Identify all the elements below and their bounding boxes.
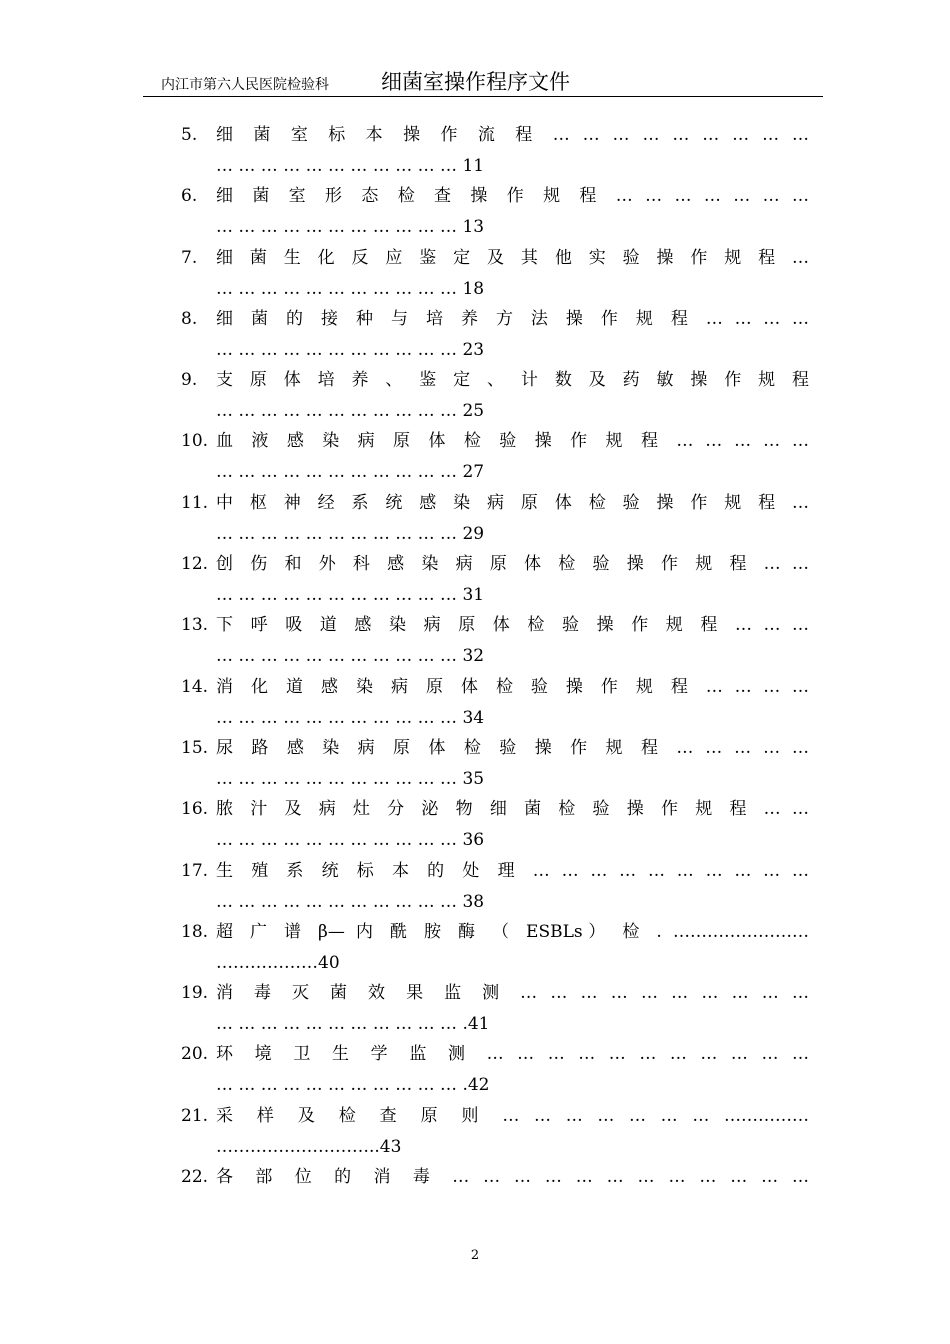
toc-entry-title: 血 液 感 染 病 原 体 检 验 操 作 规 程 … … … … … [216, 431, 809, 452]
toc-entry-leader-page: ………………40 [216, 952, 340, 973]
toc-entry-line [181, 856, 809, 887]
header-document-title: 细菌室操作程序文件 [381, 70, 570, 94]
toc-entry-line [181, 733, 809, 764]
toc-entry-line [181, 672, 809, 703]
table-of-contents [181, 120, 809, 1223]
toc-entry-line [181, 549, 809, 580]
toc-entry [181, 120, 809, 181]
toc-entry [181, 549, 809, 610]
toc-entry [181, 733, 809, 794]
toc-entry-number: 13. [181, 615, 209, 636]
toc-entry-line [181, 1039, 809, 1070]
toc-entry-leader-page: … … … … … … … … … … … 36 [216, 830, 485, 851]
toc-entry-leader-page: … … … … … … … … … … … .41 [216, 1014, 490, 1035]
toc-entry-line [181, 610, 809, 641]
toc-entry-title: 细 菌 室 形 态 检 查 操 作 规 程 … … … … … … … [216, 186, 809, 207]
toc-entry-line [181, 794, 809, 825]
toc-entry-line [181, 426, 809, 457]
toc-entry-number: 18. [181, 921, 209, 942]
toc-entry-leader-page: … … … … … … … … … … … 27 [216, 462, 485, 483]
toc-entry-title: 中 枢 神 经 系 统 感 染 病 原 体 检 验 操 作 规 程 … [216, 492, 809, 513]
toc-entry-line [181, 365, 809, 396]
toc-entry-title: 细 菌 生 化 反 应 鉴 定 及 其 他 实 验 操 作 规 程 … [216, 247, 809, 268]
toc-entry-leader-page: … … … … … … … … … … … 29 [216, 523, 485, 544]
toc-entry-leader-page: … … … … … … … … … … … 31 [216, 585, 485, 606]
toc-entry [181, 917, 809, 978]
toc-entry-title: 尿 路 感 染 病 原 体 检 验 操 作 规 程 … … … … … [216, 737, 809, 758]
toc-entry [181, 672, 809, 733]
toc-entry-title: 支 原 体 培 养 、 鉴 定 、 计 数 及 药 敏 操 作 规 程 [216, 370, 809, 391]
page-header [143, 62, 823, 97]
toc-entry-line [181, 181, 809, 212]
toc-entry-number: 22. [181, 1167, 209, 1188]
toc-entry-number: 20. [181, 1044, 209, 1065]
toc-entry [181, 1162, 809, 1223]
toc-entry [181, 243, 809, 304]
toc-entry [181, 1101, 809, 1162]
toc-entry [181, 488, 809, 549]
toc-entry-number: 6. [181, 186, 198, 207]
toc-entry-leader-page: … … … … … … … … … … … 35 [216, 768, 485, 789]
toc-entry-line [181, 917, 809, 948]
toc-entry-line [181, 243, 809, 274]
toc-entry [181, 794, 809, 855]
toc-entry-leader-page: … … … … … … … … … … … 32 [216, 646, 485, 667]
toc-entry-leader-page: … … … … … … … … … … … 18 [216, 278, 485, 299]
toc-entry-title: 各 部 位 的 消 毒 … … … … … … … … … … … … [216, 1167, 809, 1188]
toc-entry-leader-page: … … … … … … … … … … … 23 [216, 339, 485, 360]
toc-entry-number: 16. [181, 799, 209, 820]
toc-entry-number: 19. [181, 983, 209, 1004]
toc-entry-title: 创 伤 和 外 科 感 染 病 原 体 检 验 操 作 规 程 … … [216, 554, 809, 575]
toc-entry-leader-page: … … … … … … … … … … … 13 [216, 217, 485, 238]
toc-entry-title: 超 广 谱 β— 内 酰 胺 酶 （ ESBLs） 检 . …………………… [216, 921, 809, 942]
toc-entry-line [181, 304, 809, 335]
toc-entry [181, 365, 809, 426]
toc-entry-leader-page: … … … … … … … … … … … 34 [216, 707, 485, 728]
toc-entry-leader-page: … … … … … … … … … … … 11 [216, 156, 485, 176]
toc-entry-number: 21. [181, 1105, 209, 1126]
toc-entry-number: 17. [181, 860, 209, 881]
toc-entry-number: 11. [181, 492, 209, 513]
toc-entry-number: 15. [181, 737, 209, 758]
toc-entry-leader-page: … … … … … … … … … … … 25 [216, 401, 485, 422]
toc-entry-title: 细 菌 的 接 种 与 培 养 方 法 操 作 规 程 … … … … [216, 308, 809, 329]
toc-entry-title: 下 呼 吸 道 感 染 病 原 体 检 验 操 作 规 程 … … … [216, 615, 809, 636]
toc-entry-number: 7. [181, 247, 198, 268]
toc-entry-title: 消 毒 灭 菌 效 果 监 测 … … … … … … … … … … [216, 983, 809, 1004]
toc-entry-number: 5. [181, 125, 198, 145]
toc-entry [181, 856, 809, 917]
toc-entry-number: 9. [181, 370, 198, 391]
header-organization: 内江市第六人民医院检验科 [161, 77, 329, 93]
toc-entry [181, 426, 809, 487]
toc-entry [181, 181, 809, 242]
toc-entry [181, 1039, 809, 1100]
toc-entry-number: 12. [181, 554, 209, 575]
toc-entry [181, 978, 809, 1039]
toc-entry-title: 采 样 及 检 查 原 则 … … … … … … … …………… [216, 1105, 809, 1126]
toc-entry-number: 8. [181, 308, 198, 329]
toc-entry-line [181, 1101, 809, 1132]
toc-entry-title: 生 殖 系 统 标 本 的 处 理 … … … … … … … … … … [216, 860, 809, 881]
toc-entry [181, 304, 809, 365]
toc-entry-title: 细 菌 室 标 本 操 作 流 程 … … … … … … … … … [216, 125, 809, 145]
toc-entry-line [181, 978, 809, 1009]
toc-entry-leader-page: ………………………..43 [216, 1136, 402, 1157]
toc-entry-number: 10. [181, 431, 209, 452]
toc-entry-number: 14. [181, 676, 209, 697]
toc-entry-line [181, 488, 809, 519]
toc-entry-leader-page: … … … … … … … … … … … 38 [216, 891, 485, 912]
toc-entry-leader-page: … … … … … … … … … … … .42 [216, 1075, 490, 1096]
toc-entry-title: 脓 汁 及 病 灶 分 泌 物 细 菌 检 验 操 作 规 程 … … [216, 799, 809, 820]
toc-entry-title: 环 境 卫 生 学 监 测 … … … … … … … … … … … [216, 1044, 809, 1065]
toc-entry-line [181, 120, 809, 151]
toc-entry-line [181, 1162, 809, 1193]
toc-entry-title: 消 化 道 感 染 病 原 体 检 验 操 作 规 程 … … … … [216, 676, 809, 697]
page-number: 2 [470, 1248, 480, 1263]
toc-entry [181, 610, 809, 671]
